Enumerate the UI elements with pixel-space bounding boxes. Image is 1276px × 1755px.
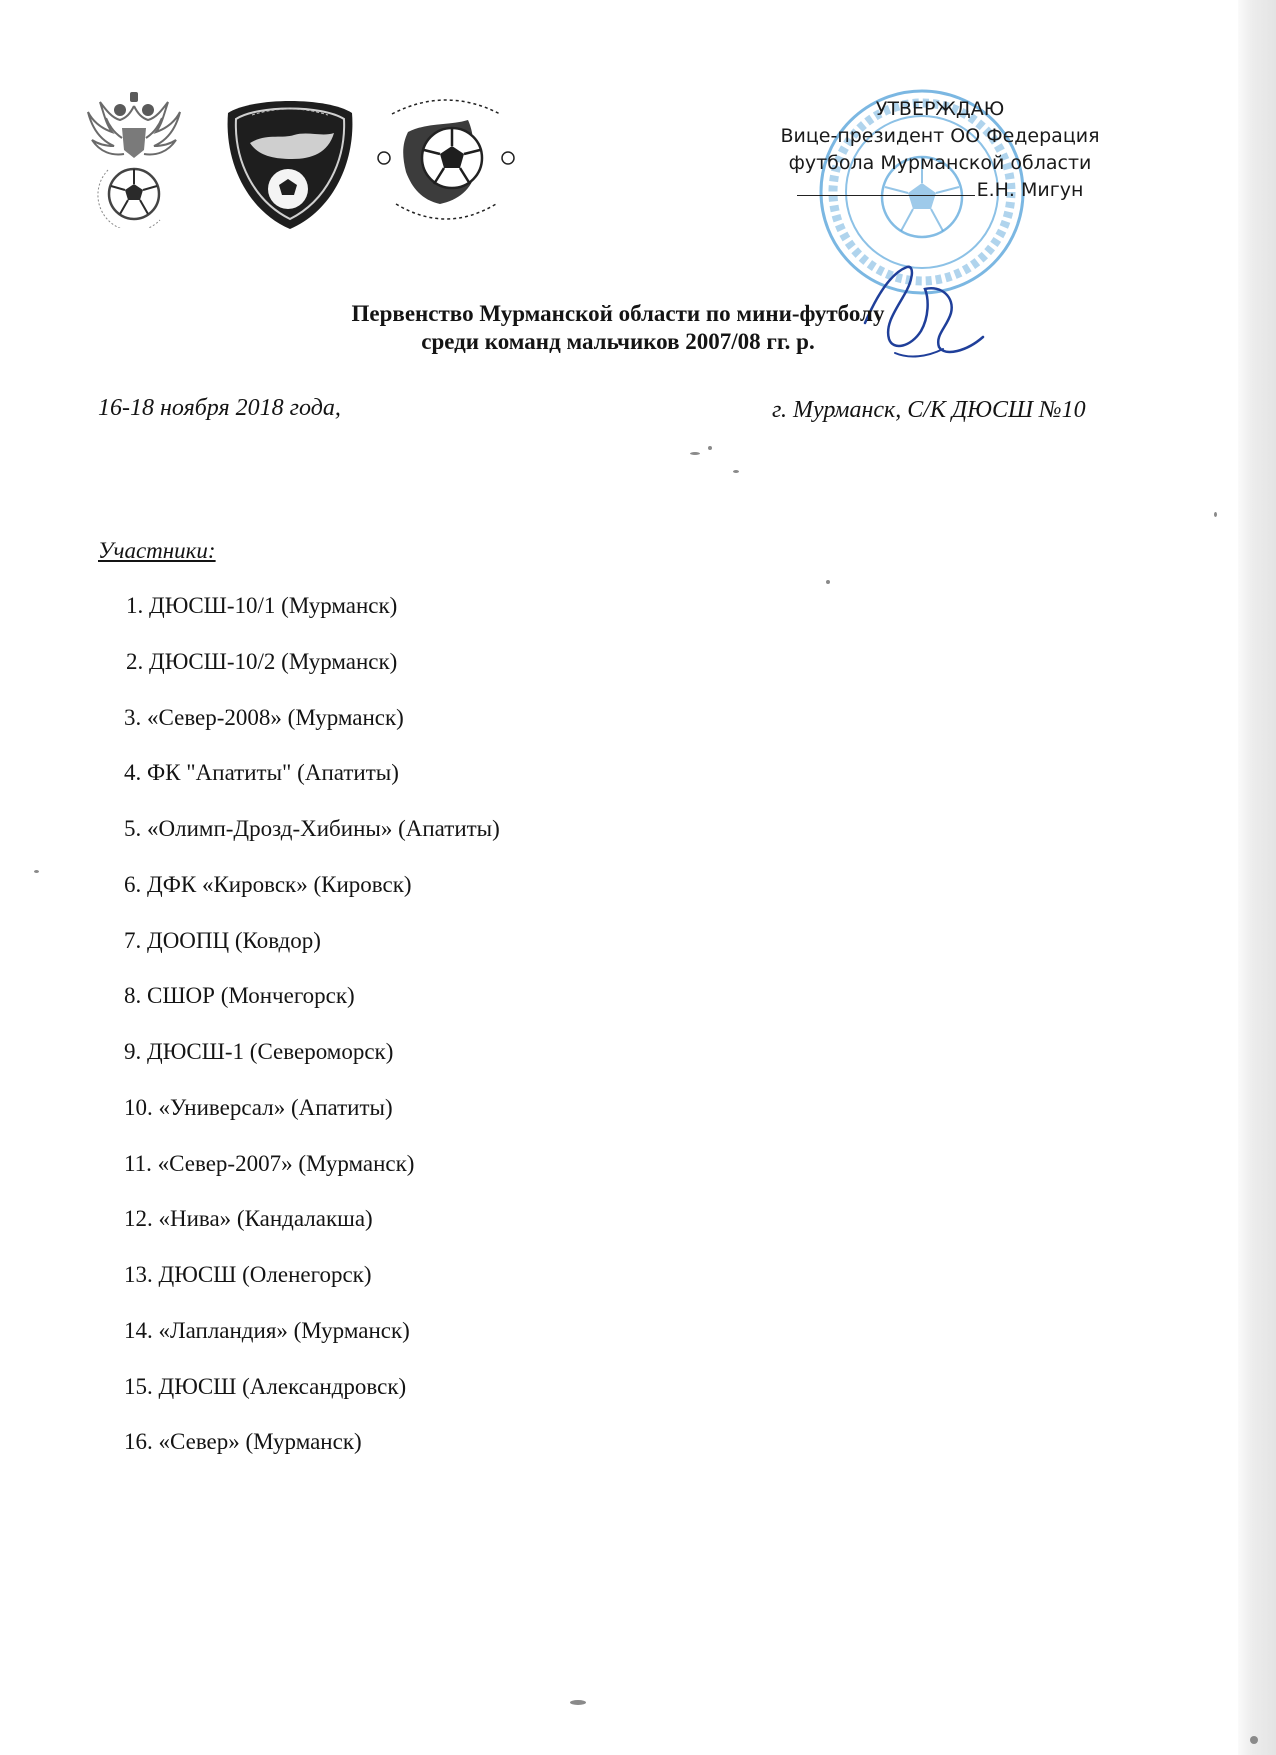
scan-speck	[690, 452, 700, 455]
list-item: 14. «Лапландия» (Мурманск)	[124, 1318, 410, 1343]
signatory-row	[760, 177, 1120, 204]
scan-speck	[34, 870, 39, 873]
approval-text	[760, 96, 1120, 204]
list-item: 11. «Север-2007» (Мурманск)	[124, 1151, 415, 1176]
list-item: 16. «Север» (Мурманск)	[124, 1429, 362, 1454]
approval-line-2: футбола Мурманской области	[788, 152, 1092, 174]
list-item: 1. ДЮСШ-10/1 (Мурманск)	[126, 593, 398, 618]
scan-speck	[733, 470, 739, 473]
scan-speck	[826, 580, 830, 584]
football-map-icon	[372, 92, 520, 232]
document-title	[0, 300, 1236, 356]
north-west-logo	[222, 93, 358, 233]
double-headed-eagle-icon	[86, 88, 182, 228]
approval-line-1: Вице-президент ОО Федерация	[780, 125, 1100, 147]
list-item: 5. «Олимп-Дрозд-Хибины» (Апатиты)	[124, 816, 500, 841]
list-item: 6. ДФК «Кировск» (Кировск)	[124, 872, 412, 897]
scan-speck	[570, 1700, 586, 1705]
participants-label: Участники:	[98, 538, 216, 563]
list-item: 12. «Нива» (Кандалакша)	[124, 1206, 373, 1231]
list-item: 4. ФК "Апатиты" (Апатиты)	[124, 760, 399, 785]
title-line-2: среди команд мальчиков 2007/08 гг. р.	[421, 329, 815, 354]
list-item: 13. ДЮСШ (Оленегорск)	[124, 1262, 372, 1287]
signatory-name: Е.Н. Мигун	[976, 179, 1084, 201]
rfs-eagle-logo	[86, 88, 182, 228]
shield-football-icon	[222, 93, 358, 233]
approval-block	[760, 90, 1120, 310]
title-line-1: Первенство Мурманской области по мини-футболу	[351, 301, 885, 326]
list-item: 9. ДЮСШ-1 (Североморск)	[124, 1039, 394, 1064]
murmansk-federation-logo	[372, 92, 520, 232]
scan-speck	[708, 446, 712, 450]
approval-heading: УТВЕРЖДАЮ	[875, 98, 1005, 120]
list-item: 7. ДООПЦ (Ковдор)	[124, 928, 321, 953]
list-item: 15. ДЮСШ (Александровск)	[124, 1374, 407, 1399]
scan-edge-shadow	[1238, 0, 1276, 1755]
event-date: 16-18 ноября 2018 года,	[98, 395, 341, 421]
signature-underline	[797, 195, 975, 196]
scan-speck	[1214, 512, 1217, 517]
scan-speck	[1250, 1736, 1258, 1744]
event-place: г. Мурманск, С/К ДЮСШ №10	[772, 397, 1086, 423]
list-item: 2. ДЮСШ-10/2 (Мурманск)	[126, 649, 398, 674]
list-item: 10. «Универсал» (Апатиты)	[124, 1095, 393, 1120]
list-item: 3. «Север-2008» (Мурманск)	[124, 705, 404, 730]
list-item: 8. СШОР (Мончегорск)	[124, 983, 355, 1008]
